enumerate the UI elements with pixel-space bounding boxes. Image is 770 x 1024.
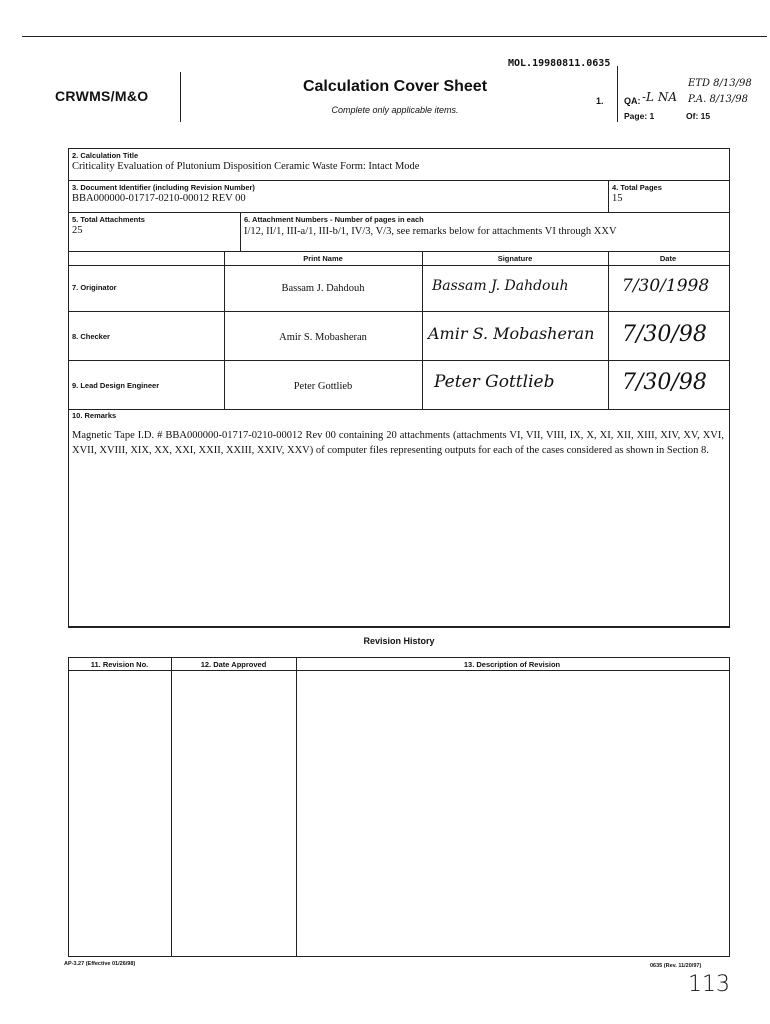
of-label: Of: 15 — [686, 111, 711, 121]
checker-role: 8. Checker — [72, 332, 110, 341]
org-name: CRWMS/M&O — [55, 88, 149, 104]
total-pages: 15 — [612, 193, 623, 204]
form-code-left: AP-3.27 (Effective 01/26/98) — [64, 961, 136, 967]
revision-history-table — [68, 657, 730, 957]
originator-signature: Bassam J. Dahdouh — [432, 278, 569, 294]
sheet-subtitle: Complete only applicable items. — [331, 105, 459, 115]
row-line — [68, 180, 730, 181]
row-line — [68, 251, 730, 252]
col-date: Date — [659, 254, 677, 263]
qa-initials-2: P.A. 8/13/98 — [688, 94, 749, 105]
total-attachments-label: 5. Total Attachments — [72, 215, 145, 224]
lead-engineer-date: 7/30/98 — [622, 370, 707, 395]
row-line — [68, 212, 730, 213]
attachment-numbers: I/12, II/1, III-a/1, III-b/1, IV/3, V/3, see remarks below for attachments VI through XXV — [244, 226, 617, 237]
attachment-numbers-label: 6. Attachment Numbers - Number of pages in each — [244, 215, 424, 224]
remarks-label: 10. Remarks — [72, 411, 117, 420]
row-line — [68, 360, 730, 361]
qa-number: 1. — [596, 96, 604, 106]
originator-name: Bassam J. Dahdouh — [281, 283, 365, 294]
remarks-text: Magnetic Tape I.D. # BBA000000-01717-0210-00012 Rev 00 containing 20 attachments (attachments VI, VII, VIII, IX, X, XI, XII, XIII, XIV, XV, XVI, XVII, XVIII, XIX, XX, XXI, XXII, XXIII, XXIV, XXV) of computer files representing outputs for each of the cases considered as shown in Section 8. — [72, 430, 724, 456]
mol-number: MOL.19980811.0635 — [508, 58, 611, 69]
qa-label: QA: — [624, 96, 641, 106]
col-line — [422, 251, 423, 409]
revision-title: Revision History — [363, 636, 435, 646]
total-attachments: 25 — [72, 225, 83, 236]
total-pages-label: 4. Total Pages — [612, 183, 662, 192]
revision-col-line — [171, 657, 172, 956]
row-line — [68, 311, 730, 312]
calc-title: Criticality Evaluation of Plutonium Disposition Ceramic Waste Form: Intact Mode — [72, 161, 420, 172]
col-revision-no: 11. Revision No. — [90, 660, 149, 669]
doc-id: BBA000000-01717-0210-00012 REV 00 — [72, 193, 246, 204]
lead-engineer-name: Peter Gottlieb — [293, 381, 353, 392]
form-code-right: 0635 (Rev. 11/20/97) — [650, 963, 702, 969]
lead-engineer-role: 9. Lead Design Engineer — [72, 381, 160, 390]
col-line — [608, 251, 609, 409]
col-description: 13. Description of Revision — [463, 660, 561, 669]
checker-signature: Amir S. Mobasheran — [428, 324, 595, 343]
originator-role: 7. Originator — [72, 283, 117, 292]
col-line — [608, 180, 609, 212]
doc-id-label: 3. Document Identifier (including Revision Number) — [72, 183, 255, 192]
handwritten-page-number: 113 — [688, 972, 730, 997]
top-rule — [22, 36, 767, 37]
revision-top-line — [68, 626, 730, 627]
checker-name: Amir S. Mobasheran — [279, 332, 367, 343]
row-line — [68, 409, 730, 410]
col-signature: Signature — [497, 254, 533, 263]
qa-handwritten: -L NA — [642, 90, 678, 104]
row-line — [68, 265, 730, 266]
revision-col-line — [296, 657, 297, 956]
col-print-name: Print Name — [303, 254, 343, 263]
originator-date: 7/30/1998 — [622, 276, 710, 296]
qa-initials: ETD 8/13/98 — [688, 78, 752, 89]
checker-date: 7/30/98 — [622, 322, 707, 347]
col-line — [240, 212, 241, 251]
qa-divider — [617, 66, 618, 122]
sheet-title: Calculation Cover Sheet — [302, 78, 488, 95]
calc-title-label: 2. Calculation Title — [72, 151, 139, 160]
revision-header-line — [68, 670, 730, 671]
lead-engineer-signature: Peter Gottlieb — [434, 372, 555, 392]
col-date-approved: 12. Date Approved — [200, 660, 267, 669]
page-label: Page: 1 — [624, 111, 655, 121]
org-divider — [180, 72, 181, 122]
